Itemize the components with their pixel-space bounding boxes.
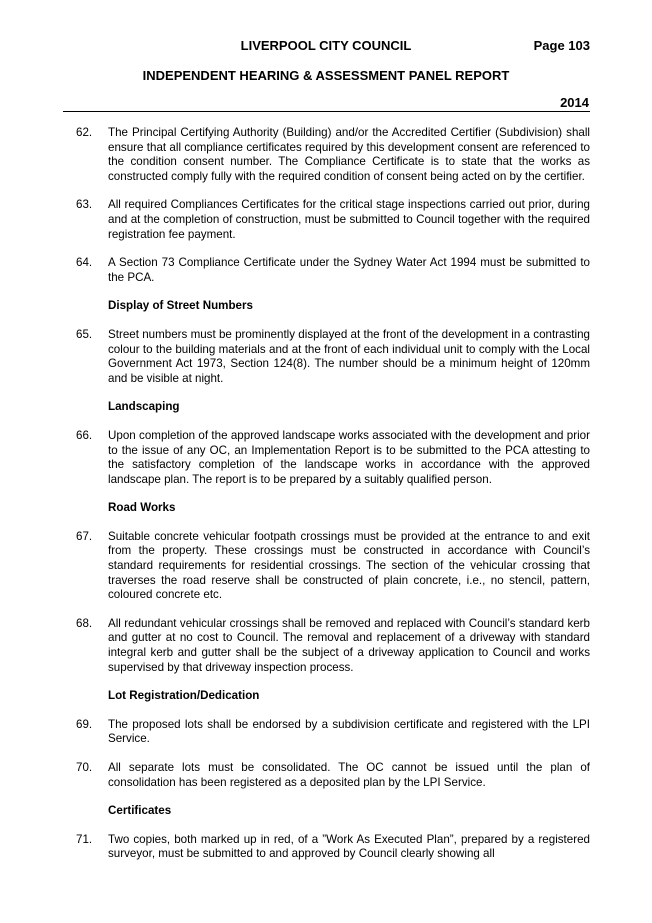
condition-number: 65. — [76, 327, 93, 341]
condition-text: A Section 73 Compliance Certificate under the Sydney Water Act 1994 must be submitted to the PCA. — [108, 256, 590, 284]
condition-item — [76, 761, 590, 790]
report-title: INDEPENDENT HEARING & ASSESSMENT PANEL REPORT — [142, 68, 510, 83]
condition-text: The Principal Certifying Authority (Building) and/or the Accredited Certifier (Subdivision) shall ensure that all compliance certificates required by this development consent are referenced to the condition consent number. The Compliance Certificate is to state that the works as constructed comply fully with the required condition of consent being acted on by the certifier. — [108, 126, 590, 183]
conditions-list — [76, 126, 590, 876]
condition-number: 69. — [76, 717, 93, 731]
condition-number: 63. — [76, 198, 93, 212]
condition-text: The proposed lots shall be endorsed by a subdivision certificate and registered with the LPI Service. — [108, 717, 590, 746]
condition-number: 62. — [76, 126, 93, 139]
condition-text: All separate lots must be consolidated. The OC cannot be issued until the plan of consolidation has been registered as a deposited plan by the LPI Service. — [108, 761, 590, 789]
condition-number: 64. — [76, 256, 93, 270]
condition-text: Two copies, both marked up in red, of a ”Work As Executed Plan”, prepared by a registered surveyor, must be submitted to and approved by Council clearly showing all — [108, 832, 590, 861]
condition-item — [76, 429, 590, 487]
condition-number: 68. — [76, 616, 93, 630]
condition-number: 66. — [76, 428, 93, 442]
condition-text: All redundant vehicular crossings shall be removed and replaced with Council’s standard kerb and gutter at no cost to Council. The removal and replacement of a driveway with standard integral kerb and gutter shall be the subject of a driveway application to Council and works supervised by that driveway inspection process. — [108, 616, 590, 674]
condition-number: 71. — [76, 832, 93, 846]
condition-item — [76, 126, 590, 184]
condition-item — [76, 530, 590, 603]
condition-item — [76, 617, 590, 675]
condition-text: Upon completion of the approved landscape works associated with the development and prior to the issue of any OC, an Implementation Report is to be submitted to the PCA attesting to the satisfactory completion of the landscape works in accordance with the approved landscape plan. The report is to be prepared by a suitably qualified person. — [108, 428, 590, 486]
condition-item — [76, 718, 590, 747]
header-divider — [63, 111, 590, 112]
condition-item — [76, 833, 590, 862]
condition-text: All required Compliances Certificates for the critical stage inspections carried out prior, during and at the completion of construction, must be submitted to Council together with the required registration fee payment. — [108, 198, 590, 241]
condition-text: Suitable concrete vehicular footpath crossings must be provided at the entrance to and exit from the property. These crossings must be constructed in accordance with Council’s standard requirements for residential crossings. The section of the vehicular crossing that traverses the road reserve shall be constructed of plain concrete, i.e., no stencil, pattern, coloured concrete etc. — [108, 529, 590, 602]
condition-item — [76, 328, 590, 386]
condition-number: 70. — [76, 761, 93, 774]
condition-text: Street numbers must be prominently displayed at the front of the development in a contrasting colour to the building materials and at the front of each individual unit to comply with the Local Government Act 1973, Section 124(8). The number should be a minimum height of 120mm and be visible at night. — [108, 327, 590, 385]
section-heading: Landscaping — [108, 400, 180, 414]
page-number: Page 103 — [533, 38, 590, 53]
condition-number: 67. — [76, 529, 93, 543]
report-year: 2014 — [560, 95, 589, 110]
condition-item — [76, 256, 590, 285]
council-name: LIVERPOOL CITY COUNCIL — [240, 38, 412, 53]
condition-item — [76, 198, 590, 242]
section-heading: Certificates — [108, 804, 172, 818]
section-heading: Display of Street Numbers — [108, 299, 253, 313]
section-heading: Lot Registration/Dedication — [108, 689, 260, 703]
section-heading: Road Works — [108, 501, 176, 515]
